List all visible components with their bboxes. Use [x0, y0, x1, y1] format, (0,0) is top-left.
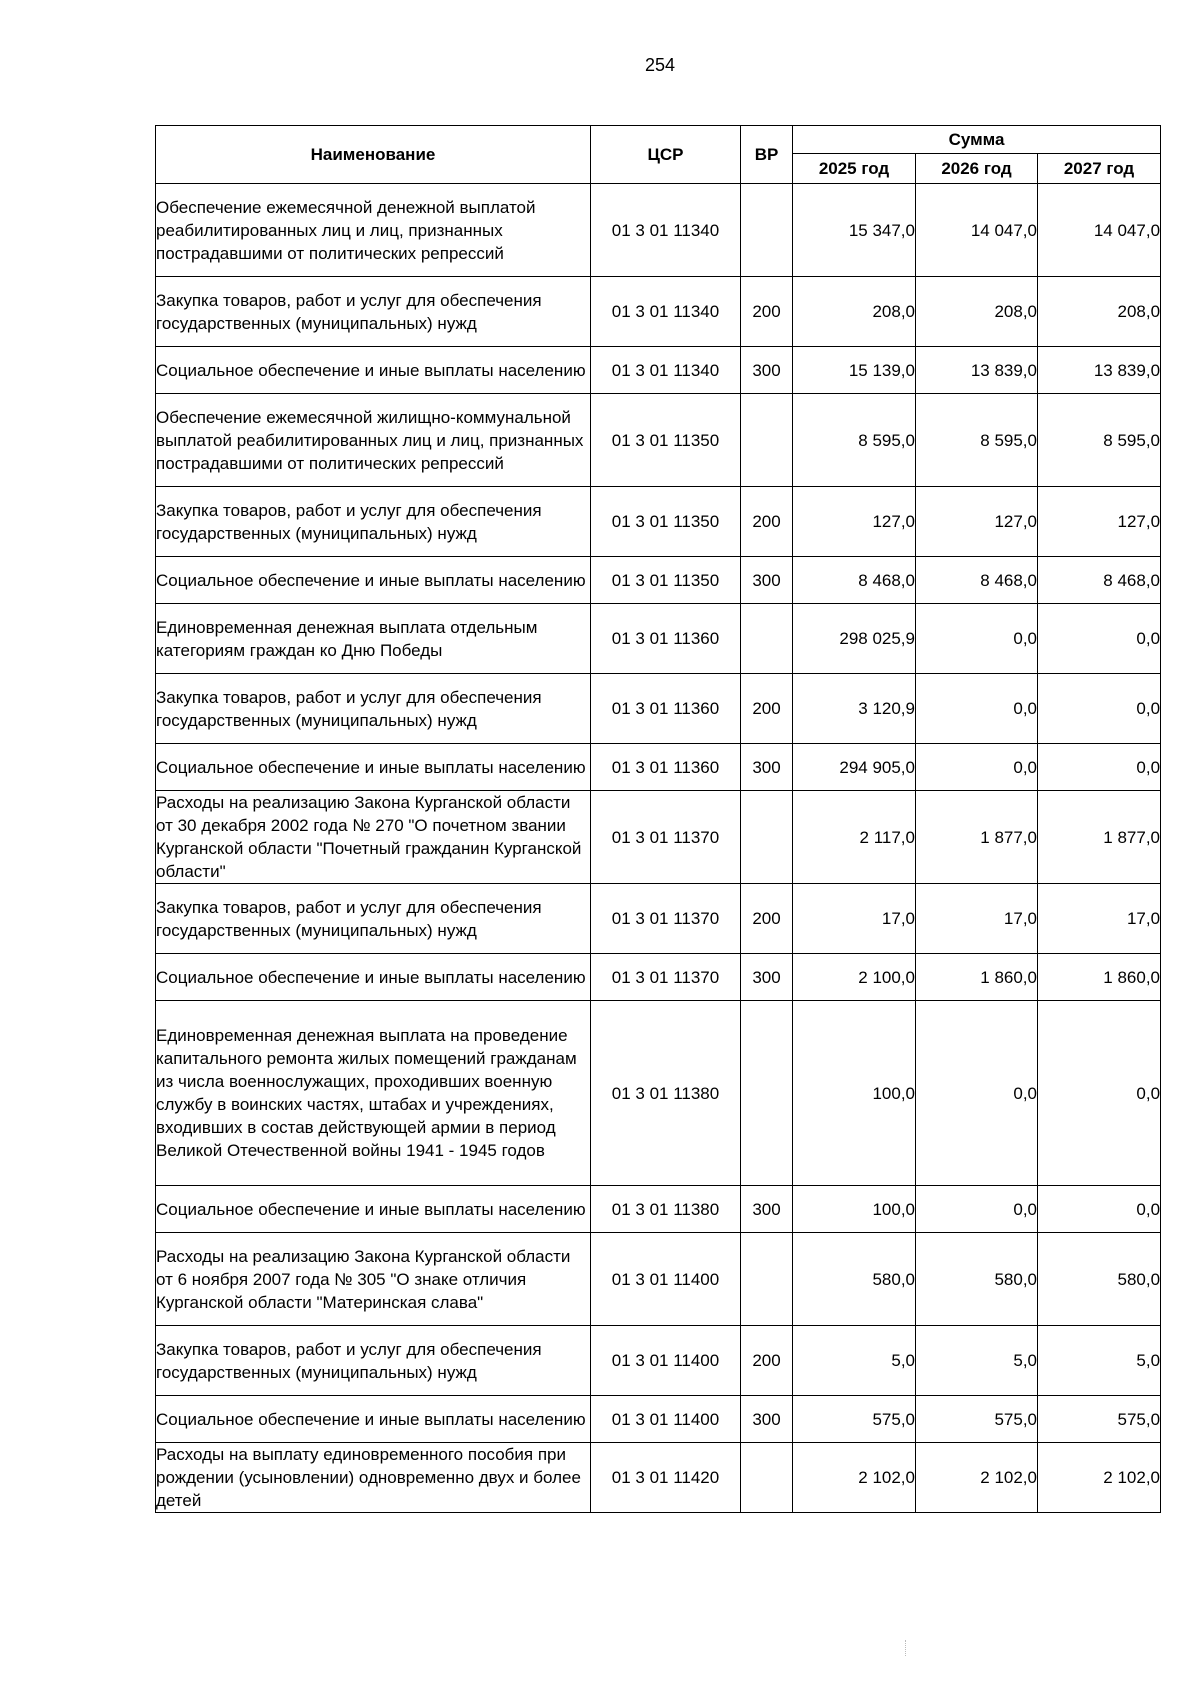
row-sum-2025: 8 595,0: [793, 394, 916, 487]
table-row: [156, 394, 1161, 487]
row-sum-2026: 5,0: [916, 1326, 1038, 1396]
row-sum-2027: 1 877,0: [1038, 791, 1161, 884]
row-name: Расходы на выплату единовременного пособия при рождении (усыновлении) одновременно двух и более детей: [156, 1443, 591, 1513]
table-body: [156, 184, 1161, 1513]
scan-artifact: [905, 1640, 907, 1656]
table-row: [156, 487, 1161, 557]
row-vr: 200: [741, 277, 793, 347]
row-name: Закупка товаров, работ и услуг для обеспечения государственных (муниципальных) нужд: [156, 884, 591, 954]
row-sum-2026: 0,0: [916, 744, 1038, 791]
row-sum-2025: 5,0: [793, 1326, 916, 1396]
row-vr: [741, 604, 793, 674]
row-vr: 300: [741, 557, 793, 604]
row-sum-2025: 208,0: [793, 277, 916, 347]
row-csr: 01 3 01 11420: [591, 1443, 741, 1513]
row-sum-2025: 8 468,0: [793, 557, 916, 604]
row-name: Социальное обеспечение и иные выплаты населению: [156, 557, 591, 604]
table-row: [156, 557, 1161, 604]
row-sum-2026: 14 047,0: [916, 184, 1038, 277]
row-csr: 01 3 01 11340: [591, 277, 741, 347]
row-vr: 300: [741, 744, 793, 791]
row-csr: 01 3 01 11370: [591, 954, 741, 1001]
row-sum-2027: 0,0: [1038, 674, 1161, 744]
row-vr: 200: [741, 1326, 793, 1396]
row-sum-2026: 0,0: [916, 604, 1038, 674]
row-sum-2027: 5,0: [1038, 1326, 1161, 1396]
row-vr: 200: [741, 487, 793, 557]
row-sum-2026: 0,0: [916, 1186, 1038, 1233]
row-sum-2025: 15 347,0: [793, 184, 916, 277]
row-name: Единовременная денежная выплата на проведение капитального ремонта жилых помещений гражданам из числа военнослужащих, проходивших военную службу в воинских частях, штабах и учреждениях, входивших в состав действующей армии в период Великой Отечественной войны 1941 - 1945 годов: [156, 1001, 591, 1186]
budget-table: [155, 125, 1161, 1513]
row-name: Обеспечение ежемесячной денежной выплатой реабилитированных лиц и лиц, признанных пострадавшими от политических репрессий: [156, 184, 591, 277]
row-sum-2027: 8 468,0: [1038, 557, 1161, 604]
table-row: [156, 884, 1161, 954]
row-vr: 200: [741, 674, 793, 744]
row-sum-2025: 575,0: [793, 1396, 916, 1443]
row-csr: 01 3 01 11400: [591, 1396, 741, 1443]
row-sum-2027: 0,0: [1038, 744, 1161, 791]
table-row: [156, 674, 1161, 744]
row-vr: [741, 1233, 793, 1326]
row-csr: 01 3 01 11370: [591, 884, 741, 954]
row-vr: 300: [741, 1186, 793, 1233]
row-name: Закупка товаров, работ и услуг для обеспечения государственных (муниципальных) нужд: [156, 277, 591, 347]
header-year-2027: 2027 год: [1038, 154, 1161, 184]
row-sum-2027: 575,0: [1038, 1396, 1161, 1443]
table-row: [156, 1233, 1161, 1326]
row-sum-2026: 1 877,0: [916, 791, 1038, 884]
row-sum-2026: 575,0: [916, 1396, 1038, 1443]
table-row: [156, 744, 1161, 791]
table-row: [156, 184, 1161, 277]
row-sum-2026: 13 839,0: [916, 347, 1038, 394]
row-csr: 01 3 01 11400: [591, 1326, 741, 1396]
header-sum: Сумма: [793, 126, 1161, 154]
row-csr: 01 3 01 11380: [591, 1186, 741, 1233]
row-sum-2026: 2 102,0: [916, 1443, 1038, 1513]
row-name: Закупка товаров, работ и услуг для обеспечения государственных (муниципальных) нужд: [156, 1326, 591, 1396]
row-sum-2025: 298 025,9: [793, 604, 916, 674]
row-name: Закупка товаров, работ и услуг для обеспечения государственных (муниципальных) нужд: [156, 674, 591, 744]
row-sum-2025: 15 139,0: [793, 347, 916, 394]
row-name: Расходы на реализацию Закона Курганской области от 30 декабря 2002 года № 270 "О почетном звании Курганской области "Почетный гражданин Курганской области": [156, 791, 591, 884]
row-sum-2025: 17,0: [793, 884, 916, 954]
row-sum-2026: 580,0: [916, 1233, 1038, 1326]
header-year-2026: 2026 год: [916, 154, 1038, 184]
row-sum-2027: 13 839,0: [1038, 347, 1161, 394]
row-csr: 01 3 01 11350: [591, 557, 741, 604]
row-csr: 01 3 01 11340: [591, 347, 741, 394]
table-row: [156, 604, 1161, 674]
row-sum-2026: 208,0: [916, 277, 1038, 347]
row-csr: 01 3 01 11340: [591, 184, 741, 277]
row-vr: [741, 1001, 793, 1186]
row-sum-2025: 580,0: [793, 1233, 916, 1326]
header-csr: ЦСР: [591, 126, 741, 184]
row-sum-2026: 8 595,0: [916, 394, 1038, 487]
row-sum-2027: 17,0: [1038, 884, 1161, 954]
row-csr: 01 3 01 11380: [591, 1001, 741, 1186]
row-vr: [741, 791, 793, 884]
row-sum-2026: 0,0: [916, 1001, 1038, 1186]
row-csr: 01 3 01 11360: [591, 744, 741, 791]
header-year-2025: 2025 год: [793, 154, 916, 184]
row-sum-2027: 8 595,0: [1038, 394, 1161, 487]
row-sum-2027: 127,0: [1038, 487, 1161, 557]
row-name: Обеспечение ежемесячной жилищно-коммунальной выплатой реабилитированных лиц и лиц, признанных пострадавшими от политических репрессий: [156, 394, 591, 487]
row-name: Расходы на реализацию Закона Курганской области от 6 ноября 2007 года № 305 "О знаке отличия Курганской области "Материнская слава": [156, 1233, 591, 1326]
row-vr: [741, 1443, 793, 1513]
row-sum-2027: 1 860,0: [1038, 954, 1161, 1001]
header-vr: ВР: [741, 126, 793, 184]
row-sum-2026: 0,0: [916, 674, 1038, 744]
table-row: [156, 277, 1161, 347]
page-number: 254: [644, 55, 676, 75]
row-name: Закупка товаров, работ и услуг для обеспечения государственных (муниципальных) нужд: [156, 487, 591, 557]
row-vr: 300: [741, 347, 793, 394]
row-sum-2027: 208,0: [1038, 277, 1161, 347]
row-csr: 01 3 01 11350: [591, 394, 741, 487]
row-sum-2025: 2 117,0: [793, 791, 916, 884]
row-name: Социальное обеспечение и иные выплаты населению: [156, 744, 591, 791]
table-row: [156, 1443, 1161, 1513]
row-sum-2025: 3 120,9: [793, 674, 916, 744]
row-csr: 01 3 01 11350: [591, 487, 741, 557]
row-sum-2026: 8 468,0: [916, 557, 1038, 604]
row-vr: 300: [741, 954, 793, 1001]
row-sum-2025: 100,0: [793, 1001, 916, 1186]
row-name: Социальное обеспечение и иные выплаты населению: [156, 347, 591, 394]
row-name: Социальное обеспечение и иные выплаты населению: [156, 1396, 591, 1443]
row-sum-2026: 127,0: [916, 487, 1038, 557]
row-name: Социальное обеспечение и иные выплаты населению: [156, 954, 591, 1001]
row-csr: 01 3 01 11360: [591, 674, 741, 744]
row-vr: [741, 184, 793, 277]
row-sum-2026: 1 860,0: [916, 954, 1038, 1001]
row-sum-2027: 580,0: [1038, 1233, 1161, 1326]
row-sum-2027: 2 102,0: [1038, 1443, 1161, 1513]
table-row: [156, 954, 1161, 1001]
row-name: Социальное обеспечение и иные выплаты населению: [156, 1186, 591, 1233]
row-csr: 01 3 01 11370: [591, 791, 741, 884]
row-sum-2025: 2 102,0: [793, 1443, 916, 1513]
row-csr: 01 3 01 11360: [591, 604, 741, 674]
row-csr: 01 3 01 11400: [591, 1233, 741, 1326]
row-vr: 300: [741, 1396, 793, 1443]
header-name: Наименование: [156, 126, 591, 184]
table-row: [156, 791, 1161, 884]
table-header: [156, 126, 1161, 184]
table-row: [156, 1186, 1161, 1233]
row-sum-2027: 0,0: [1038, 1186, 1161, 1233]
row-name: Единовременная денежная выплата отдельным категориям граждан ко Дню Победы: [156, 604, 591, 674]
row-sum-2025: 127,0: [793, 487, 916, 557]
row-sum-2027: 14 047,0: [1038, 184, 1161, 277]
table-row: [156, 1326, 1161, 1396]
table-row: [156, 1001, 1161, 1186]
row-sum-2027: 0,0: [1038, 604, 1161, 674]
table-row: [156, 347, 1161, 394]
row-sum-2027: 0,0: [1038, 1001, 1161, 1186]
row-vr: 200: [741, 884, 793, 954]
row-sum-2025: 294 905,0: [793, 744, 916, 791]
row-sum-2025: 2 100,0: [793, 954, 916, 1001]
row-sum-2025: 100,0: [793, 1186, 916, 1233]
row-sum-2026: 17,0: [916, 884, 1038, 954]
row-vr: [741, 394, 793, 487]
table-row: [156, 1396, 1161, 1443]
